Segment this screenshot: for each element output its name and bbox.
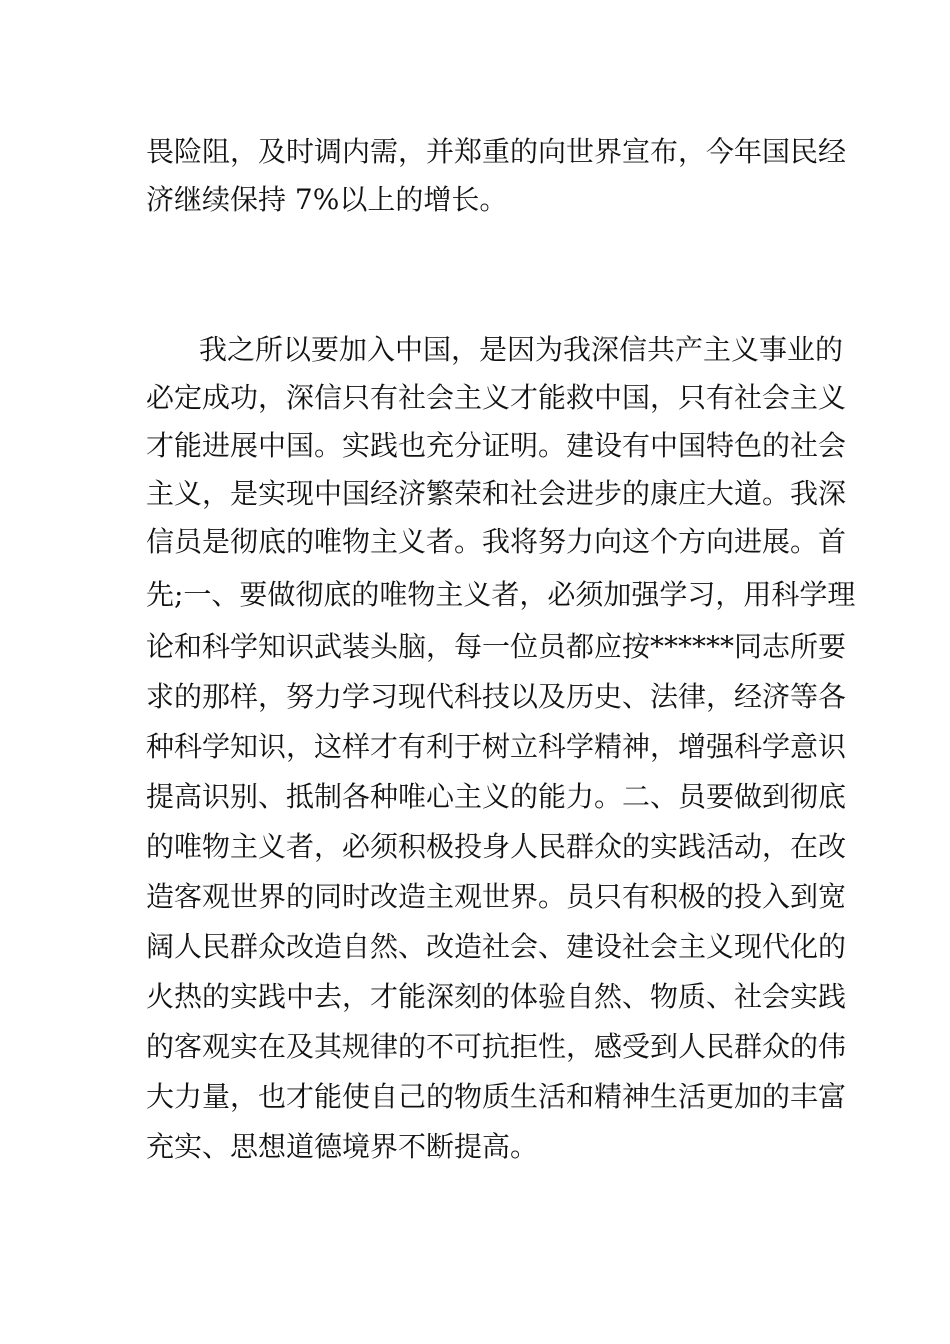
paragraph-2-line-10: 提高识别、抵制各种唯心主义的能力。二、员要做到彻底: [146, 780, 847, 813]
paragraph-2-line-9: 种科学知识，这样才有利于树立科学精神，增强科学意识: [146, 730, 847, 763]
paragraph-2-line-16: 大力量，也才能使自己的物质生活和精神生活更加的丰富: [146, 1080, 847, 1113]
paragraph-2-line-5: 信员是彻底的唯物主义者。我将努力向这个方向进展。首: [146, 525, 847, 558]
paragraph-2-line-12: 造客观世界的同时改造主观世界。员只有积极的投入到宽: [146, 880, 847, 913]
paragraph-2-line-14: 火热的实践中去，才能深刻的体验自然、物质、社会实践: [146, 980, 847, 1013]
paragraph-2-line-7: 论和科学知识武装头脑，每一位员都应按******同志所要: [146, 630, 847, 663]
paragraph-2-line-15: 的客观实在及其规律的不可抗拒性，感受到人民群众的伟: [146, 1030, 847, 1063]
paragraph-2-line-1: 我之所以要加入中国，是因为我深信共产主义事业的: [199, 333, 844, 366]
paragraph-1-line-1: 畏险阻，及时调内需，并郑重的向世界宣布，今年国民经: [146, 135, 847, 168]
paragraph-2-line-13: 阔人民群众改造自然、改造社会、建设社会主义现代化的: [146, 930, 847, 963]
paragraph-2-line-8: 求的那样，努力学习现代科技以及历史、法律，经济等各: [146, 680, 847, 713]
paragraph-2-line-6: 先;一、要做彻底的唯物主义者，必须加强学习，用科学理: [146, 578, 856, 611]
paragraph-1-line-2: 济继续保持 7%以上的增长。: [146, 183, 508, 216]
paragraph-2-line-2: 必定成功，深信只有社会主义才能救中国，只有社会主义: [146, 381, 847, 414]
paragraph-2-line-11: 的唯物主义者，必须积极投身人民群众的实践活动，在改: [146, 830, 847, 863]
paragraph-2-line-17: 充实、思想道德境界不断提高。: [146, 1130, 539, 1163]
paragraph-2-line-4: 主义，是实现中国经济繁荣和社会进步的康庄大道。我深: [146, 477, 847, 510]
paragraph-2-line-3: 才能进展中国。实践也充分证明。建设有中国特色的社会: [146, 429, 847, 462]
